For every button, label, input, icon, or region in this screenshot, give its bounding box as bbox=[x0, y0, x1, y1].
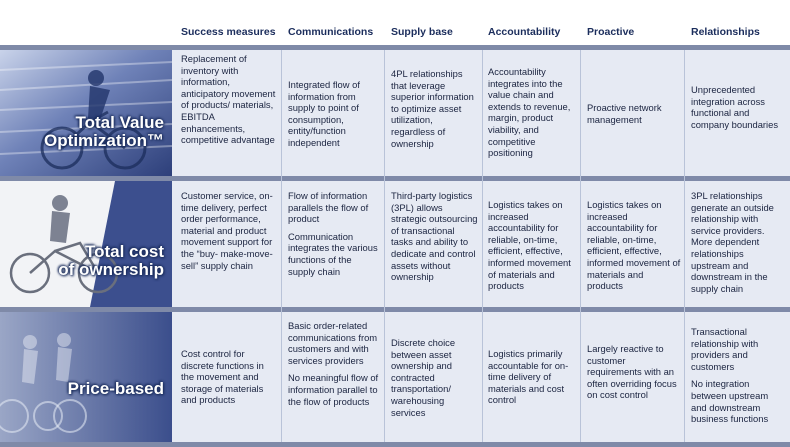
cell-text: Third-party logistics (3PL) allows strategic outsourcing of transactional tasks and ability to dedicate and control assets without ownership bbox=[391, 190, 478, 283]
column-separator bbox=[482, 50, 483, 442]
row-image-total-value bbox=[0, 50, 172, 176]
header-supply-base: Supply base bbox=[391, 26, 453, 38]
cell-success-measures bbox=[181, 53, 277, 146]
cell-accountability bbox=[488, 348, 578, 406]
cell-text: Unprecedented integration across functional and company boundaries bbox=[691, 84, 779, 130]
cell-text: Logistics takes on increased accountability for reliable, on-time, efficient, effective, informed movement of materials and products bbox=[587, 199, 681, 292]
cell-text: Logistics primarily accountable for on-time delivery of materials and cost control bbox=[488, 348, 569, 406]
cell-text: Accountability integrates into the value chain and extends to revenue, margin, product viability, and competitive positioning bbox=[488, 66, 571, 159]
cell-text: Replacement of inventory with information, anticipatory movement of products/ materials, EBITDA enhancements, competitive advantage bbox=[181, 53, 276, 146]
row-label-line: Total cost bbox=[84, 242, 164, 261]
row-label-line: Price-based bbox=[67, 379, 164, 398]
cell-proactive bbox=[587, 343, 677, 401]
cell-relationships bbox=[691, 84, 785, 130]
cell-text: Customer service, on-time delivery, perfect order performance, material and product movement support for the “buy- make-move-sell” supply chain bbox=[181, 190, 273, 271]
row-label-price-based bbox=[68, 380, 164, 398]
cell-relationships bbox=[691, 190, 785, 294]
cell-communications bbox=[288, 320, 380, 407]
cell-text: 4PL relationships that leverage superior information to optimize asset utilization, regardless of ownership bbox=[391, 68, 474, 149]
row-image-price-based bbox=[0, 312, 172, 442]
row-label-total-cost bbox=[58, 243, 164, 279]
cell-text: 3PL relationships generate an outside relationship with service providers. More dependent relationships upstream and downstream in the supply chain bbox=[691, 190, 774, 294]
cell-accountability bbox=[488, 66, 576, 159]
cell-relationships bbox=[691, 326, 785, 425]
cell-communications bbox=[288, 79, 380, 149]
cell-accountability bbox=[488, 199, 578, 292]
cell-success-measures bbox=[181, 348, 277, 406]
column-separator bbox=[580, 50, 581, 442]
cell-text: No integration between upstream and downstream business functions bbox=[691, 378, 769, 425]
cell-text: Largely reactive to customer requirements with an often overriding focus on cost control bbox=[587, 343, 677, 401]
cell-communications bbox=[288, 190, 380, 277]
cell-supply-base bbox=[391, 337, 479, 418]
row-label-total-value bbox=[44, 114, 164, 150]
cell-proactive bbox=[587, 199, 681, 292]
column-separator bbox=[281, 50, 282, 442]
header-relationships: Relationships bbox=[691, 26, 760, 38]
row-divider bbox=[0, 442, 790, 447]
header-success-measures: Success measures bbox=[181, 26, 276, 38]
cell-text: Proactive network management bbox=[587, 102, 662, 125]
cell-text: Cost control for discrete functions in the movement and storage of materials and products bbox=[181, 348, 264, 406]
header-communications: Communications bbox=[288, 26, 374, 38]
column-separator bbox=[384, 50, 385, 442]
cell-text: Integrated flow of information from supply to point of consumption, entity/function independent bbox=[288, 79, 360, 148]
header-accountability: Accountability bbox=[488, 26, 561, 38]
row-label-line: of ownership bbox=[58, 260, 164, 279]
cell-success-measures bbox=[181, 190, 277, 271]
column-separator bbox=[684, 50, 685, 442]
cell-text: No meaningful flow of information parallel to the flow of products bbox=[288, 372, 379, 407]
cell-text: Flow of information parallels the flow of product bbox=[288, 190, 369, 225]
cell-proactive bbox=[587, 102, 679, 125]
cell-text: Communication integrates the various functions of the supply chain bbox=[288, 230, 378, 277]
cell-text: Transactional relationship with providers and customers bbox=[691, 326, 759, 372]
row-image-total-cost bbox=[0, 181, 172, 307]
cell-text: Discrete choice between asset ownership and contracted transportation/ warehousing services bbox=[391, 337, 456, 418]
row-label-line: Total Value bbox=[75, 113, 164, 132]
cell-supply-base bbox=[391, 68, 479, 149]
cell-text: Logistics takes on increased accountability for reliable, on-time, efficient, effective, informed movement of materials and products bbox=[488, 199, 571, 292]
header-proactive: Proactive bbox=[587, 26, 635, 38]
cell-supply-base bbox=[391, 190, 479, 283]
row-label-line: Optimization™ bbox=[44, 131, 164, 150]
cell-text: Basic order-related communications from customers and with services providers bbox=[288, 320, 378, 366]
